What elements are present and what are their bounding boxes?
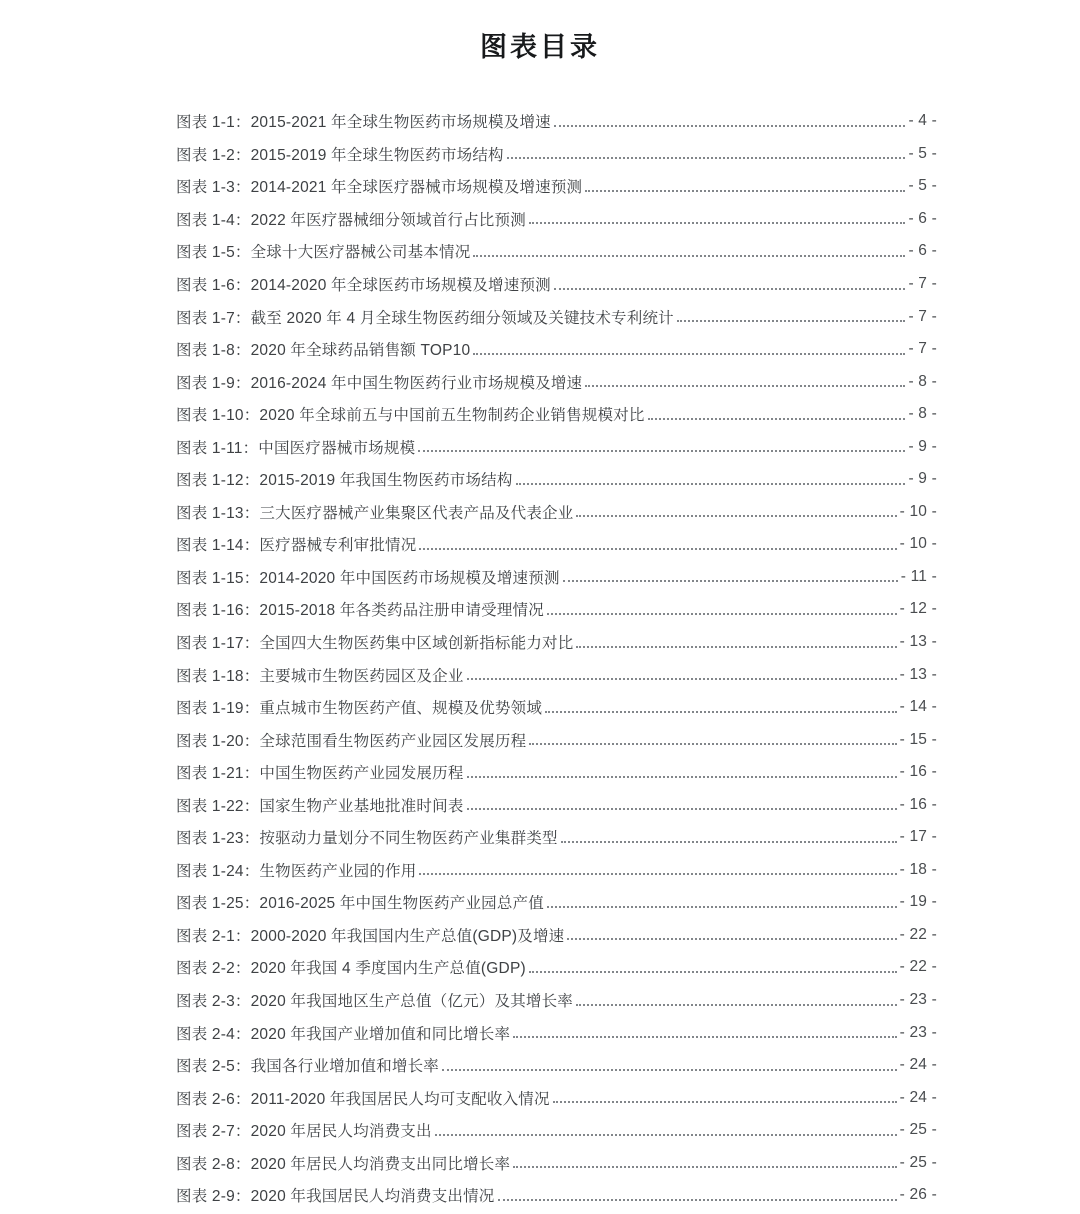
toc-entry-label: 图表 2-7：2020 年居民人均消费支出 [176, 1123, 432, 1141]
toc-entry-page-number: - 24 - [899, 1088, 937, 1106]
toc-entry-label: 图表 1-8：2020 年全球药品销售额 TOP10 [176, 342, 471, 360]
toc-entry-label: 图表 1-21：中国生物医药产业园发展历程 [176, 765, 464, 783]
dotted-leader [553, 1092, 897, 1103]
toc-entry-label: 图表 2-4：2020 年我国产业增加值和同比增长率 [176, 1025, 511, 1043]
toc-entry-label: 图表 1-3：2014-2021 年全球医疗器械市场规模及增速预测 [176, 179, 583, 197]
toc-entry-label: 图表 2-5：我国各行业增加值和增长率 [176, 1058, 440, 1076]
dotted-leader [576, 637, 896, 648]
toc-entry-page-number: - 17 - [899, 828, 937, 846]
toc-entry-page-number: - 22 - [899, 925, 937, 943]
dotted-leader [576, 995, 897, 1006]
dotted-leader [507, 148, 906, 159]
dotted-leader [547, 897, 897, 908]
dotted-leader [498, 1190, 897, 1201]
dotted-leader [513, 1157, 896, 1168]
toc-entry-label: 图表 2-8：2020 年居民人均消费支出同比增长率 [176, 1155, 511, 1173]
toc-entry-label: 图表 1-17：全国四大生物医药集中区域创新指标能力对比 [176, 635, 574, 653]
toc-entry-label: 图表 1-24：生物医药产业园的作用 [176, 862, 417, 880]
toc-entry-page-number: - 23 - [899, 1023, 937, 1041]
toc-entry-page-number: - 7 - [908, 340, 937, 358]
dotted-leader [435, 1125, 897, 1136]
dotted-leader [467, 669, 897, 680]
toc-entry[interactable] [176, 919, 937, 952]
toc-entry-page-number: - 4 - [908, 112, 937, 130]
toc-entry[interactable] [176, 105, 937, 138]
toc-entry-label: 图表 1-25：2016-2025 年中国生物医药产业园总产值 [176, 895, 544, 913]
toc-entry-label: 图表 1-9：2016-2024 年中国生物医药行业市场规模及增速 [176, 374, 583, 392]
dotted-leader [418, 441, 905, 452]
toc-entry-label: 图表 1-2：2015-2019 年全球生物医药市场结构 [176, 146, 504, 164]
dotted-leader [563, 571, 898, 582]
toc-entry-page-number: - 10 - [899, 502, 937, 520]
toc-entry-label: 图表 1-23：按驱动力量划分不同生物医药产业集群类型 [176, 830, 558, 848]
toc-entry-page-number: - 5 - [908, 177, 937, 195]
toc-entry-page-number: - 11 - [900, 567, 937, 585]
toc-entry-page-number: - 5 - [908, 144, 937, 162]
toc-entry-label: 图表 1-16：2015-2018 年各类药品注册申请受理情况 [176, 602, 544, 620]
toc-entry-page-number: - 22 - [899, 958, 937, 976]
toc-entry[interactable] [176, 235, 937, 268]
toc-entry[interactable] [176, 1179, 937, 1212]
dotted-leader [648, 409, 906, 420]
toc-entry-label: 图表 2-9：2020 年我国居民人均消费支出情况 [176, 1188, 495, 1206]
toc-entry[interactable] [176, 1147, 937, 1180]
figures-list [176, 105, 937, 1212]
dotted-leader [554, 279, 906, 290]
toc-entry-page-number: - 23 - [899, 991, 937, 1009]
toc-entry[interactable] [176, 854, 937, 887]
toc-entry[interactable] [176, 1016, 937, 1049]
dotted-leader [547, 604, 897, 615]
dotted-leader [442, 1060, 897, 1071]
dotted-leader [567, 929, 896, 940]
toc-entry-label: 图表 1-10：2020 年全球前五与中国前五生物制药企业销售规模对比 [176, 407, 645, 425]
toc-entry-page-number: - 15 - [899, 730, 937, 748]
toc-entry-label: 图表 2-2：2020 年我国 4 季度国内生产总值(GDP) [176, 960, 526, 978]
dotted-leader [529, 213, 906, 224]
toc-entry[interactable] [176, 203, 937, 236]
toc-entry-label: 图表 1-22：国家生物产业基地批准时间表 [176, 797, 464, 815]
toc-entry-page-number: - 19 - [899, 893, 937, 911]
toc-entry-page-number: - 18 - [899, 860, 937, 878]
toc-entry-page-number: - 25 - [899, 1153, 937, 1171]
toc-entry[interactable] [176, 1114, 937, 1147]
toc-entry-page-number: - 14 - [899, 698, 937, 716]
toc-entry[interactable] [176, 170, 937, 203]
toc-entry-label: 图表 2-6：2011-2020 年我国居民人均可支配收入情况 [176, 1090, 550, 1108]
toc-entry-page-number: - 13 - [899, 633, 937, 651]
dotted-leader [473, 246, 905, 257]
dotted-leader [585, 376, 905, 387]
toc-entry-page-number: - 26 - [899, 1186, 937, 1204]
dotted-leader [419, 864, 896, 875]
toc-entry[interactable] [176, 723, 937, 756]
dotted-leader [529, 962, 897, 973]
toc-entry-label: 图表 1-15：2014-2020 年中国医药市场规模及增速预测 [176, 569, 560, 587]
dotted-leader [554, 116, 906, 127]
toc-entry[interactable] [176, 756, 937, 789]
dotted-leader [516, 474, 906, 485]
toc-entry-label: 图表 1-20：全球范围看生物医药产业园区发展历程 [176, 732, 527, 750]
toc-entry[interactable] [176, 430, 937, 463]
toc-entry-page-number: - 6 - [908, 242, 937, 260]
toc-entry-page-number: - 13 - [899, 665, 937, 683]
toc-entry[interactable] [176, 951, 937, 984]
toc-entry-page-number: - 16 - [899, 763, 937, 781]
dotted-leader [677, 311, 906, 322]
toc-entry-page-number: - 24 - [899, 1056, 937, 1074]
toc-entry[interactable] [176, 463, 937, 496]
toc-entry-page-number: - 7 - [908, 275, 937, 292]
dotted-leader [419, 539, 896, 550]
toc-entry[interactable] [176, 1081, 937, 1114]
toc-entry[interactable] [176, 1049, 937, 1082]
toc-entry-label: 图表 1-7：截至 2020 年 4 月全球生物医药细分领域及关键技术专利统计 [176, 309, 674, 327]
toc-entry[interactable] [176, 268, 937, 301]
toc-entry[interactable] [176, 626, 937, 659]
toc-entry-label: 图表 1-14：医疗器械专利审批情况 [176, 537, 417, 555]
toc-entry-label: 图表 1-13：三大医疗器械产业集聚区代表产品及代表企业 [176, 504, 574, 522]
toc-entry[interactable] [176, 300, 937, 333]
toc-entry[interactable] [176, 788, 937, 821]
toc-entry-label: 图表 1-1：2015-2021 年全球生物医药市场规模及增速 [176, 114, 551, 132]
toc-entry-label: 图表 1-19：重点城市生物医药产值、规模及优势领域 [176, 700, 543, 718]
toc-entry[interactable] [176, 821, 937, 854]
dotted-leader [545, 702, 897, 713]
toc-entry[interactable] [176, 984, 937, 1017]
toc-entry[interactable] [176, 691, 937, 724]
toc-entry[interactable] [176, 398, 937, 431]
toc-entry[interactable] [176, 496, 937, 529]
toc-entry[interactable] [176, 593, 937, 626]
dotted-leader [513, 1027, 896, 1038]
toc-entry-page-number: - 8 - [908, 372, 937, 390]
dotted-leader [585, 181, 905, 192]
toc-entry-label: 图表 1-11：中国医疗器械市场规模 [176, 439, 416, 457]
toc-entry-label: 图表 2-1：2000-2020 年我国国内生产总值(GDP)及增速 [176, 927, 565, 945]
toc-entry-page-number: - 6 - [908, 209, 937, 227]
toc-entry[interactable] [176, 658, 937, 691]
toc-entry[interactable] [176, 365, 937, 398]
toc-entry-label: 图表 1-12：2015-2019 年我国生物医药市场结构 [176, 472, 513, 490]
dotted-leader [467, 799, 897, 810]
toc-entry[interactable] [176, 138, 937, 171]
toc-entry-page-number: - 7 - [908, 307, 937, 325]
toc-entry-label: 图表 1-5：全球十大医疗器械公司基本情况 [176, 244, 471, 262]
dotted-leader [473, 344, 905, 355]
toc-entry[interactable] [176, 561, 937, 594]
dotted-leader [576, 506, 896, 517]
toc-entry[interactable] [176, 528, 937, 561]
page-title: 图表目录 [480, 32, 600, 62]
toc-entry-page-number: - 10 - [899, 535, 937, 553]
toc-entry-page-number: - 9 - [908, 437, 937, 455]
toc-entry-label: 图表 1-6：2014-2020 年全球医药市场规模及增速预测 [176, 277, 551, 294]
dotted-leader [561, 832, 897, 843]
toc-entry[interactable] [176, 886, 937, 919]
toc-entry-label: 图表 2-3：2020 年我国地区生产总值（亿元）及其增长率 [176, 993, 573, 1011]
toc-entry-page-number: - 8 - [908, 405, 937, 423]
toc-entry[interactable] [176, 333, 937, 366]
toc-entry-label: 图表 1-18：主要城市生物医药园区及企业 [176, 667, 464, 685]
toc-entry-label: 图表 1-4：2022 年医疗器械细分领域首行占比预测 [176, 211, 526, 229]
toc-entry-page-number: - 16 - [899, 795, 937, 813]
toc-entry-page-number: - 12 - [899, 600, 937, 618]
toc-entry-page-number: - 25 - [899, 1121, 937, 1139]
dotted-leader [467, 767, 897, 778]
toc-entry-page-number: - 9 - [908, 470, 937, 488]
dotted-leader [529, 734, 896, 745]
